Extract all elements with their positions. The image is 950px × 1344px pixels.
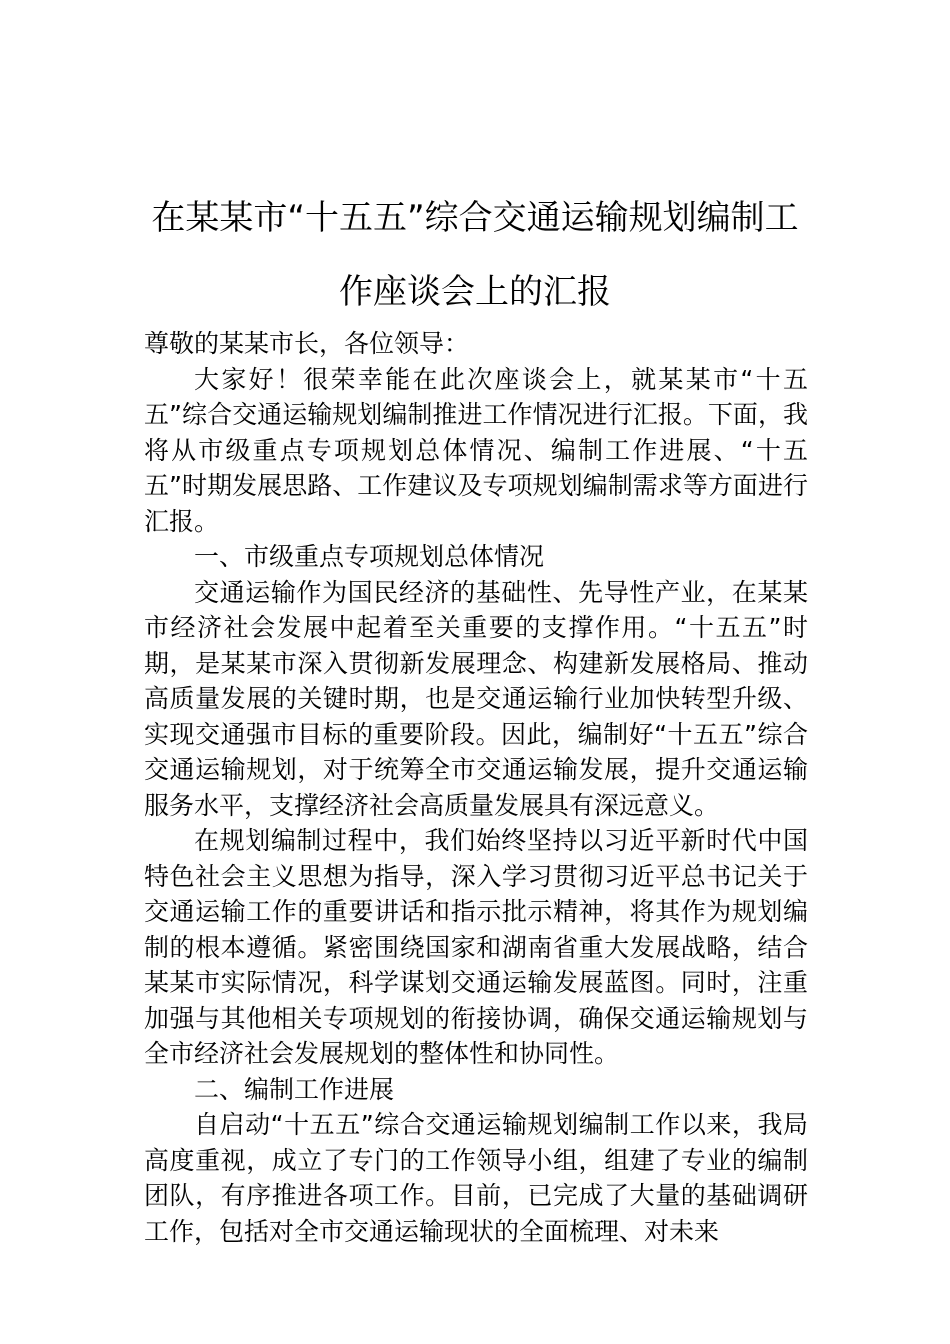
document-body bbox=[144, 326, 808, 1249]
paragraph-intro: 大家好！很荣幸能在此次座谈会上，就某某市“十五五”综合交通运输规划编制推进工作情况进行汇报。下面，我将从市级重点专项规划总体情况、编制工作进展、“十五五”时期发展思路、工作建议及专项规划编制需求等方面进行汇报。 bbox=[144, 364, 808, 536]
document-title bbox=[120, 181, 830, 329]
paragraph-section2-1: 自启动“十五五”综合交通运输规划编制工作以来，我局高度重视，成立了专门的工作领导小组，组建了专业的编制团队，有序推进各项工作。目前，已完成了大量的基础调研工作，包括对全市交通运输现状的全面梳理、对未来 bbox=[144, 1110, 808, 1246]
title-line-1: 在某某市“十五五”综合交通运输规划编制工 bbox=[151, 197, 799, 238]
section-heading-2: 二、编制工作进展 bbox=[194, 1074, 395, 1104]
salutation: 尊敬的某某市长，各位领导： bbox=[144, 329, 470, 358]
paragraph-section1-2: 在规划编制过程中，我们始终坚持以习近平新时代中国特色社会主义思想为指导，深入学习贯彻习近平总书记关于交通运输工作的重要讲话和指示批示精神，将其作为规划编制的根本遵循。紧密围绕国家和湖南省重大发展战略，结合某某市实际情况，科学谋划交通运输发展蓝图。同时，注重加强与其他相关专项规划的衔接协调，确保交通运输规划与全市经济社会发展规划的整体性和协同性。 bbox=[144, 826, 808, 1068]
paragraph-section1-1: 交通运输作为国民经济的基础性、先导性产业，在某某市经济社会发展中起着至关重要的支撑作用。“十五五”时期，是某某市深入贯彻新发展理念、构建新发展格局、推动高质量发展的关键时期，也是交通运输行业加快转型升级、实现交通强市目标的重要阶段。因此，编制好“十五五”综合交通运输规划，对于统筹全市交通运输发展，提升交通运输服务水平，支撑经济社会高质量发展具有深远意义。 bbox=[144, 577, 808, 820]
title-line-2: 作座谈会上的汇报 bbox=[339, 271, 611, 312]
section-heading-1: 一、市级重点专项规划总体情况 bbox=[194, 542, 545, 571]
